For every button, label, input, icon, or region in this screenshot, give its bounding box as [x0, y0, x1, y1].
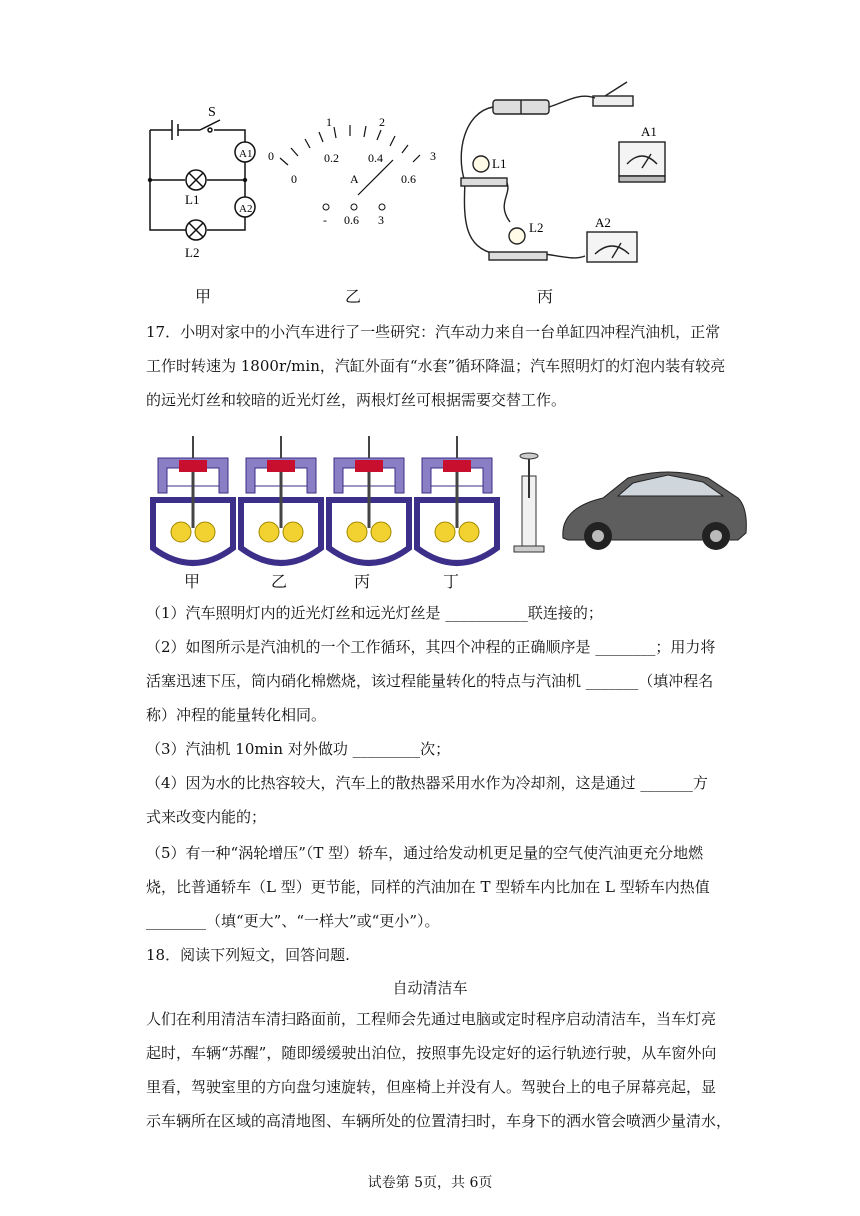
unit-label: A [350, 172, 359, 186]
q18-line: 人们在利用清洁车清扫路面前，工程师会先通过电脑或定时程序启动清洁车，当车灯亮 [146, 1010, 717, 1028]
switch-label: S [208, 105, 216, 120]
q17-sub-line: （5）有一种“涡轮增压”（T 型）轿车，通过给发动机更足量的空气使汽油更充分地燃 [146, 844, 704, 862]
upper-tick: 2 [379, 115, 385, 129]
terminal-label: 3 [378, 213, 384, 227]
q17-line: 工作时转速为 1800r/min，汽缸外面有“水套”循环降温；汽车照明灯的灯泡内装有较亮 [146, 357, 726, 375]
a2-label: A2 [239, 203, 253, 215]
engine-label-jia: 甲 [184, 572, 201, 591]
figure-label-yi: 乙 [345, 287, 362, 306]
a1-label: A1 [641, 124, 657, 139]
l1-label: L1 [185, 192, 200, 207]
q17-sub-line: 活塞迅速下压，筒内硝化棉燃烧，该过程能量转化的特点与汽油机 _______（填冲程名 [146, 672, 714, 690]
physical-circuit [455, 72, 675, 272]
q17-sub-line: 称）冲程的能量转化相同。 [146, 706, 327, 724]
q17-sub-line: 烧，比普通轿车（L 型）更节能，同样的汽油加在 T 型轿车内比加在 L 型轿车内热值 [146, 878, 710, 896]
q18-line: 示车辆所在区域的高清地图、车辆所处的位置清扫时，车身下的洒水管会喷洒少量清水， [146, 1112, 732, 1130]
ammeter-dial [268, 110, 448, 230]
a2-label: A2 [595, 215, 611, 230]
upper-tick: 0 [268, 149, 274, 163]
engine-label-bing: 丙 [354, 572, 371, 591]
upper-tick: 3 [430, 149, 436, 163]
q18-line: 起时，车辆“苏醒”，随即缓缓驶出泊位，按照事先设定好的运行轨迹行驶，从车窗外向 [146, 1044, 717, 1062]
q17-line: 的远光灯丝和较暗的近光灯丝，两根灯丝可根据需要交替工作。 [146, 391, 567, 409]
q18-heading: 18．阅读下列短文，回答问题. [146, 946, 350, 964]
q17-sub-line: （3）汽油机 10min 对外做功 _________次； [146, 740, 451, 758]
lower-tick: 0.2 [324, 151, 339, 165]
q17-sub-line: （1）汽车照明灯内的近光灯丝和远光灯丝是 ___________联连接的； [146, 604, 603, 622]
lower-tick: 0 [291, 172, 297, 186]
upper-tick: 1 [326, 115, 332, 129]
circuit-diagram [140, 100, 270, 270]
q17-sub-line: ________（填“更大”、“一样大”或“更小”）。 [146, 912, 440, 930]
q17-sub-line: （4）因为水的比热容较大，汽车上的散热器采用水作为冷却剂，这是通过 _______方 [146, 774, 708, 792]
l2-label: L2 [529, 220, 544, 235]
q17-sub-line: （2）如图所示是汽油机的一个工作循环，其四个冲程的正确顺序是 ________；用力将 [146, 638, 716, 656]
figure-label-bing: 丙 [537, 287, 554, 306]
q17-sub-line: 式来改变内能的； [146, 808, 267, 826]
q18-title: 自动清洁车 [392, 979, 468, 997]
l2-label: L2 [185, 245, 200, 260]
figure-label-jia: 甲 [195, 287, 212, 306]
terminal-label: - [323, 213, 327, 227]
engine-label-ding: 丁 [443, 572, 460, 591]
l1-label: L1 [492, 156, 507, 171]
engine-strokes-figure [148, 428, 748, 568]
lower-tick: 0.6 [401, 172, 416, 186]
terminal-label: 0.6 [344, 213, 359, 227]
q17-line: 17．小明对家中的小汽车进行了一些研究：汽车动力来自一台单缸四冲程汽油机，正常 [146, 323, 721, 341]
engine-label-yi: 乙 [271, 572, 288, 591]
page-footer: 试卷第 5页，共 6页 [367, 1175, 493, 1191]
a1-label: A1 [239, 148, 253, 160]
q18-line: 里看，驾驶室里的方向盘匀速旋转，但座椅上并没有人。驾驶台上的电子屏幕亮起，显 [146, 1078, 717, 1096]
lower-tick: 0.4 [368, 151, 383, 165]
